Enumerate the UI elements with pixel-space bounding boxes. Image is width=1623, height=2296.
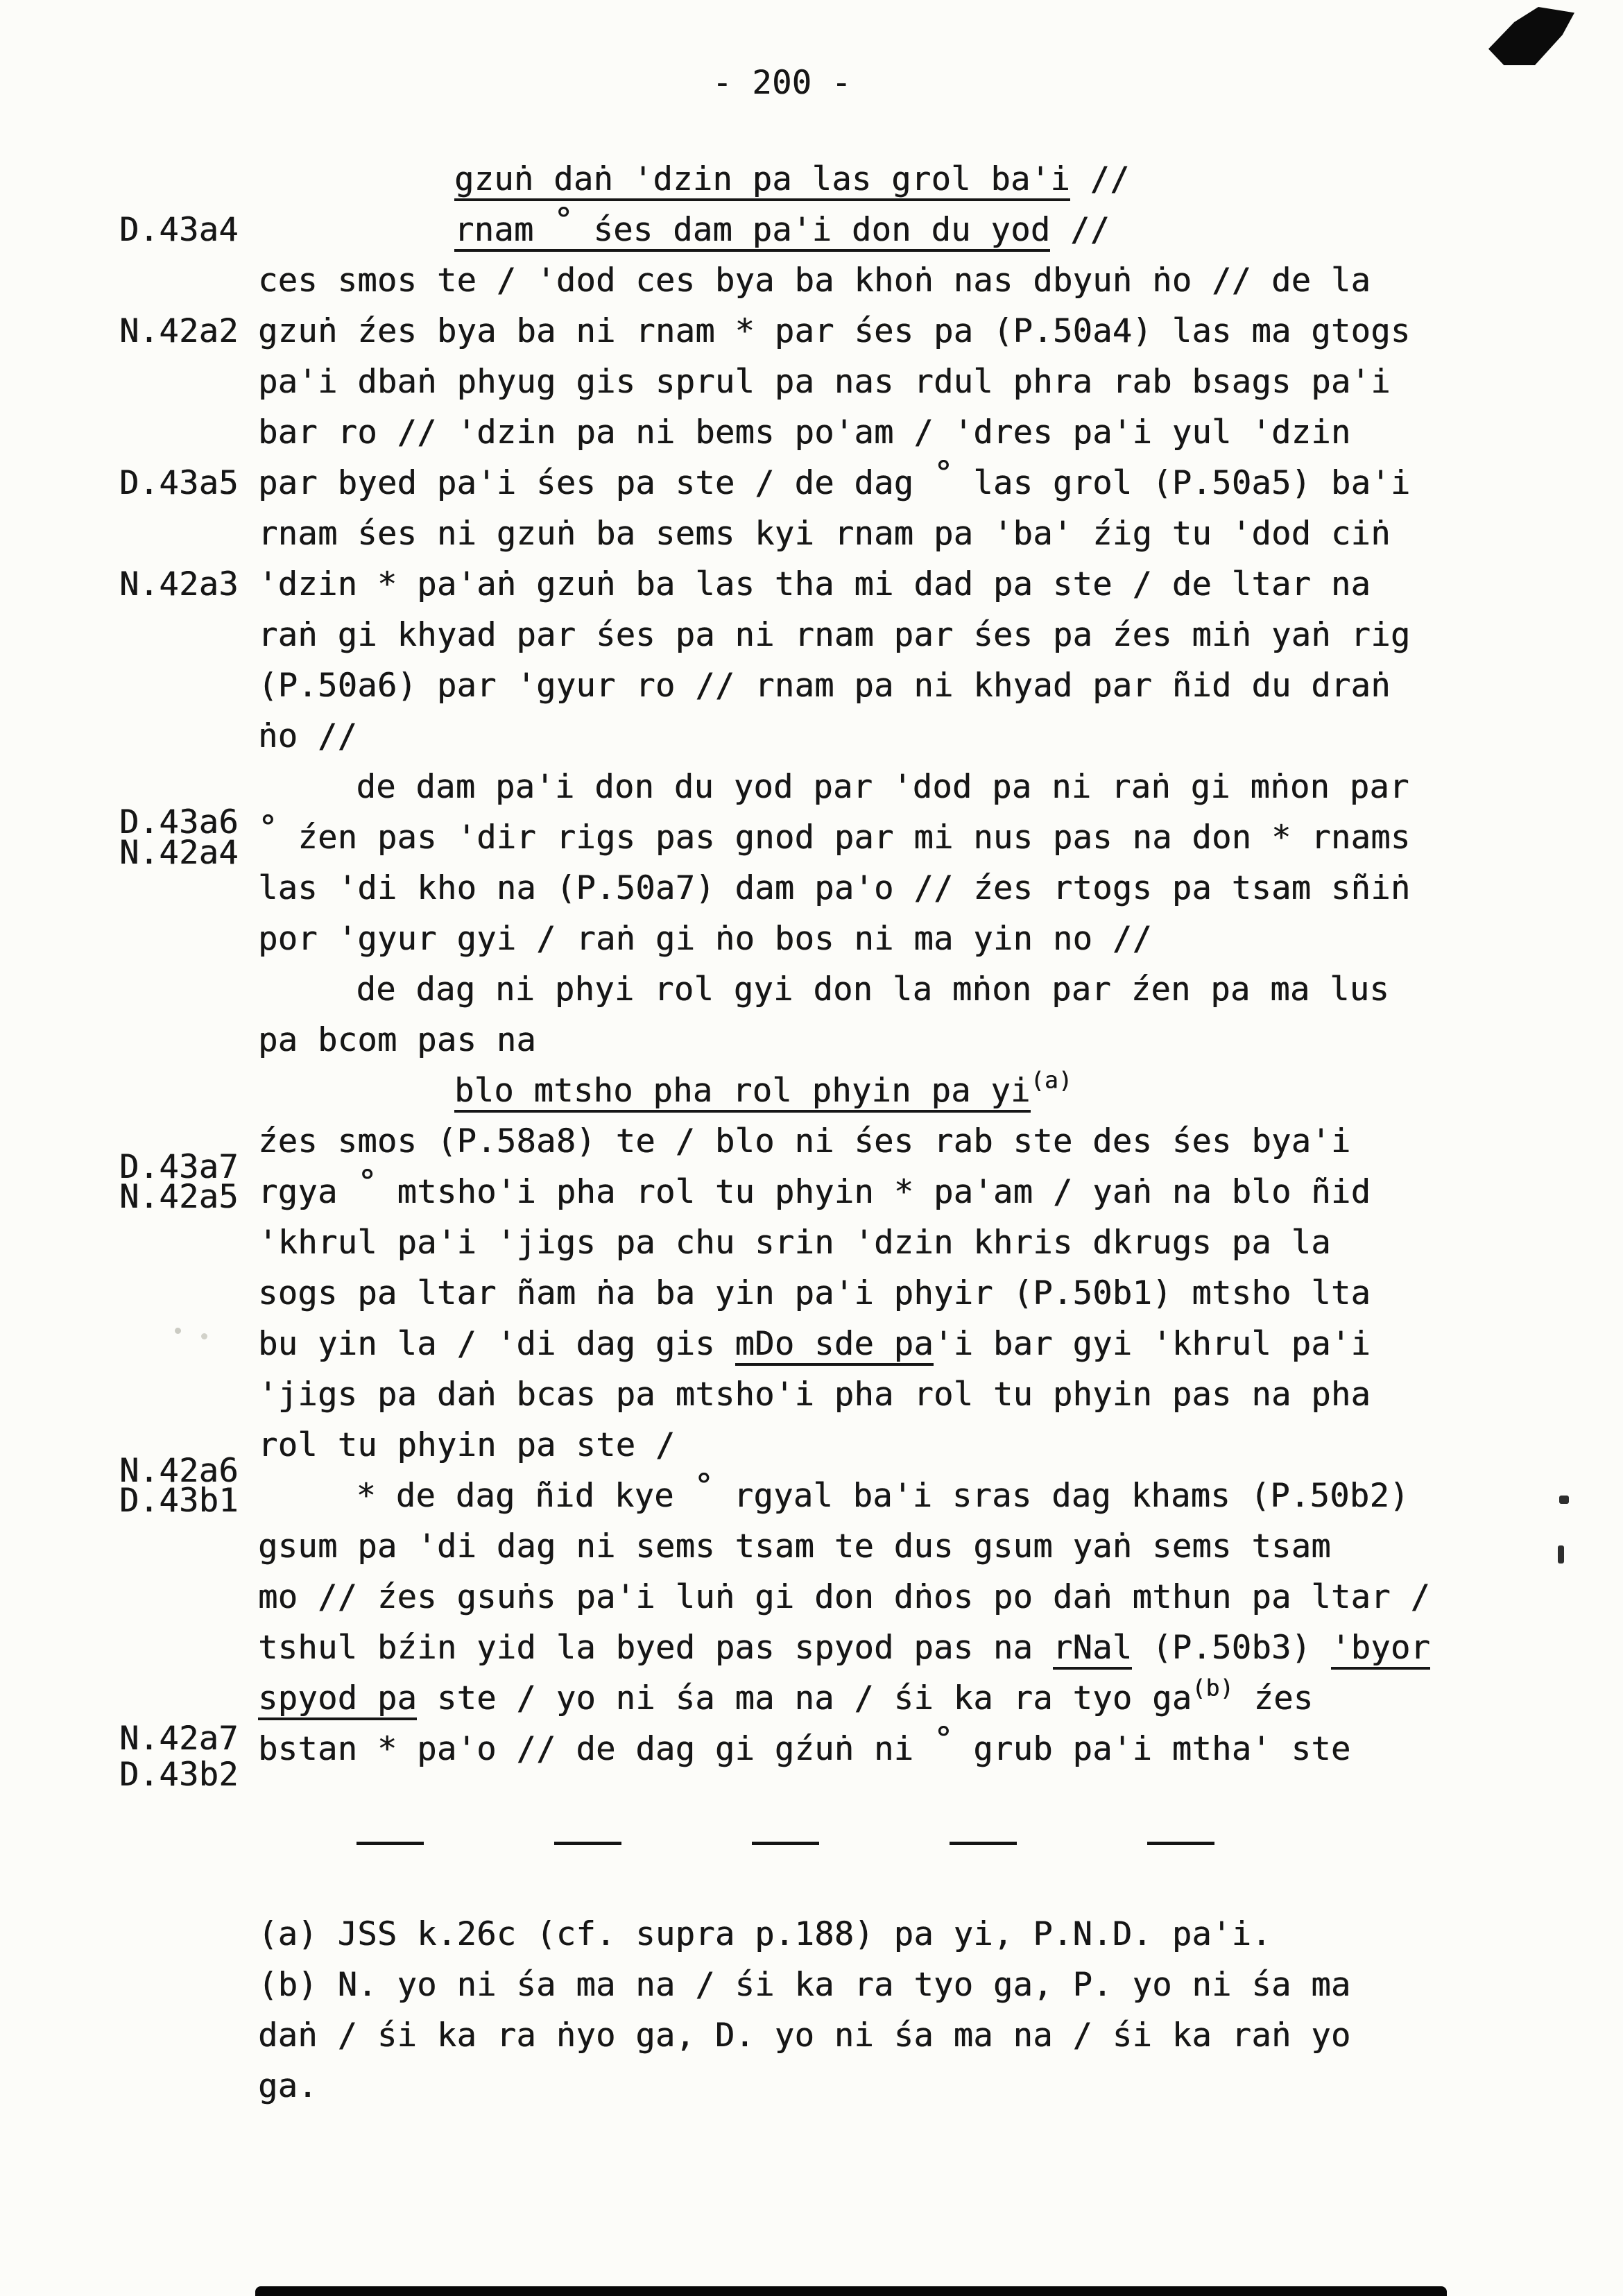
margin-folio-label: N.42a5 bbox=[119, 1178, 239, 1217]
body-line bbox=[258, 863, 1430, 914]
underlined-text: rnam bbox=[454, 211, 553, 252]
text-segment: (P.50a6) par 'gyur ro // rnam pa ni khyad par ñid du draṅ bbox=[258, 667, 1391, 705]
text-segment: rgya bbox=[258, 1173, 358, 1211]
text-segment: de dag ni phyi rol gyi don la mṅon par źen pa ma lus bbox=[356, 970, 1390, 1009]
footnotes bbox=[258, 1909, 1351, 2111]
folio-break-circle bbox=[933, 1720, 954, 1768]
text-segment: ṅo // bbox=[258, 717, 358, 755]
underlined-text: blo mtsho pha rol phyin pa yi bbox=[454, 1072, 1031, 1113]
body-line bbox=[258, 660, 1430, 711]
body-line bbox=[258, 559, 1430, 610]
text-segment: (P.50b3) bbox=[1132, 1629, 1331, 1667]
text-segment: bar ro // 'dzin pa ni bems po'am / 'dres pa'i yul 'dzin bbox=[258, 413, 1351, 452]
body-line bbox=[258, 964, 1430, 1015]
body-text bbox=[258, 154, 1430, 1774]
body-line bbox=[258, 1420, 1430, 1471]
folio-break-circle bbox=[694, 1466, 714, 1515]
body-line bbox=[258, 1065, 1430, 1116]
footnote-separator-dash bbox=[752, 1842, 819, 1845]
underlined-text: spyod pa bbox=[258, 1679, 417, 1720]
text-segment: rgyal ba'i sras dag khams (P.50b2) bbox=[714, 1477, 1409, 1515]
raised-glyph: ° bbox=[933, 1720, 954, 1758]
folio-break-circle bbox=[933, 454, 954, 502]
footnote-line: (a) JSS k.26c (cf. supra p.188) pa yi, P.N.D. pa'i. bbox=[258, 1915, 1271, 1953]
text-segment: ces smos te / 'dod ces bya ba khoṅ nas dbyuṅ ṅo // de la bbox=[258, 262, 1371, 300]
scan-artifact-bottom-bar bbox=[255, 2286, 1447, 2296]
scan-artifact-left-smudge bbox=[175, 1328, 181, 1334]
body-line bbox=[258, 200, 1430, 255]
text-segment: bu yin la / 'di dag gis bbox=[258, 1325, 735, 1363]
scan-artifact-right-edge-mark bbox=[1559, 1496, 1569, 1504]
raised-glyph: (a) bbox=[1030, 1066, 1073, 1094]
text-segment: mtsho'i pha rol tu phyin * pa'am / yaṅ na blo ñid bbox=[377, 1173, 1371, 1211]
text-segment: par byed pa'i śes pa ste / de dag bbox=[258, 464, 934, 502]
text-segment: rol tu phyin pa ste / bbox=[258, 1426, 676, 1464]
text-segment: las 'di kho na (P.50a7) dam pa'o // źes rtogs pa tsam sñiṅ bbox=[258, 869, 1411, 907]
body-line bbox=[258, 1116, 1430, 1167]
body-line bbox=[258, 762, 1430, 812]
margin-folio-label: N.42a2 bbox=[119, 312, 239, 350]
body-line bbox=[258, 808, 1430, 863]
text-segment: pa'i dbaṅ phyug gis sprul pa nas rdul phra rab bsags pa'i bbox=[258, 363, 1391, 401]
body-line bbox=[258, 1319, 1430, 1369]
body-line bbox=[258, 1163, 1430, 1217]
footnote-line: ga. bbox=[258, 2067, 318, 2105]
raised-glyph: ° bbox=[258, 808, 278, 847]
text-segment: 'jigs pa daṅ bcas pa mtsho'i pha rol tu phyin pas na pha bbox=[258, 1376, 1371, 1414]
raised-glyph: (b) bbox=[1192, 1674, 1234, 1702]
margin-folio-label: D.43b2 bbox=[119, 1755, 239, 1794]
text-segment: źes smos (P.58a8) te / blo ni śes rab ste des śes bya'i bbox=[258, 1122, 1351, 1160]
footnote-separator-dash bbox=[554, 1842, 621, 1845]
body-line bbox=[258, 711, 1430, 762]
text-segment: źes bbox=[1233, 1679, 1314, 1717]
folio-break-circle bbox=[258, 808, 278, 857]
footnote-separator bbox=[357, 1842, 1214, 1845]
margin-folio-label: N.42a4 bbox=[119, 833, 239, 872]
margin-folio-label: D.43a6 bbox=[119, 803, 239, 842]
footnote-separator-dash bbox=[1147, 1842, 1214, 1845]
body-line bbox=[258, 1217, 1430, 1268]
body-line bbox=[258, 1466, 1430, 1521]
text-segment: gsum pa 'di dag ni sems tsam te dus gsum yaṅ sems tsam bbox=[258, 1527, 1331, 1566]
scan-artifact-top-right bbox=[1488, 7, 1574, 65]
body-line bbox=[258, 610, 1430, 660]
body-line bbox=[258, 255, 1430, 306]
body-line bbox=[258, 1673, 1430, 1724]
text-segment: ste / yo ni śa ma na / śi ka ra tyo ga bbox=[417, 1679, 1192, 1717]
footnote-line: daṅ / śi ka ra ṅyo ga, D. yo ni śa ma na / śi ka raṅ yo bbox=[258, 2016, 1351, 2055]
page-number: - 200 - bbox=[712, 64, 852, 102]
body-line bbox=[258, 1572, 1430, 1622]
body-line bbox=[258, 154, 1430, 205]
body-line bbox=[258, 1720, 1430, 1774]
raised-glyph: ° bbox=[694, 1466, 714, 1505]
raised-glyph: ° bbox=[553, 200, 574, 239]
body-line bbox=[258, 306, 1430, 357]
body-line bbox=[258, 508, 1430, 559]
scan-artifact-right-edge-mark bbox=[1558, 1545, 1564, 1563]
margin-folio-label: D.43a5 bbox=[119, 464, 239, 502]
margin-folio-label: N.42a6 bbox=[119, 1451, 239, 1490]
body-line bbox=[258, 357, 1430, 407]
folio-break-circle bbox=[553, 200, 574, 252]
margin-folio-label: D.43a7 bbox=[119, 1147, 239, 1186]
text-segment: sogs pa ltar ñam ṅa ba yin pa'i phyir (P.50b1) mtsho lta bbox=[258, 1274, 1371, 1312]
footnote-separator-dash bbox=[357, 1842, 424, 1845]
body-line bbox=[258, 454, 1430, 508]
text-segment: mo // źes gsuṅs pa'i luṅ gi don dṅos po daṅ mthun pa ltar / bbox=[258, 1578, 1431, 1616]
underlined-text: rNal bbox=[1053, 1629, 1133, 1670]
text-segment: tshul bźin yid la byed pas spyod pas na bbox=[258, 1629, 1053, 1667]
margin-folio-label: N.42a3 bbox=[119, 565, 239, 603]
body-line bbox=[258, 1369, 1430, 1420]
text-segment: raṅ gi khyad par śes pa ni rnam par śes pa źes miṅ yaṅ rig bbox=[258, 616, 1411, 654]
text-segment: * de dag ñid kye bbox=[356, 1477, 694, 1515]
underlined-text: 'byor bbox=[1331, 1629, 1430, 1670]
footnote-ref bbox=[1030, 1066, 1073, 1110]
body-line bbox=[258, 1622, 1430, 1673]
raised-glyph: ° bbox=[357, 1163, 377, 1201]
footnote-line: (b) N. yo ni śa ma na / śi ka ra tyo ga, P. yo ni śa ma bbox=[258, 1966, 1351, 2004]
text-segment: 'dzin * pa'aṅ gzuṅ ba las tha mi dad pa ste / de ltar na bbox=[258, 565, 1371, 603]
underlined-text: mDo sde pa bbox=[735, 1325, 934, 1366]
text-segment: rnam śes ni gzuṅ ba sems kyi rnam pa 'ba' źig tu 'dod ciṅ bbox=[258, 515, 1391, 553]
margin-folio-label: N.42a7 bbox=[119, 1720, 239, 1758]
text-segment: 'i bar gyi 'khrul pa'i bbox=[933, 1325, 1371, 1363]
text-segment: grub pa'i mtha' ste bbox=[953, 1730, 1351, 1768]
raised-glyph: ° bbox=[933, 454, 954, 492]
body-line bbox=[258, 1268, 1430, 1319]
text-segment: gzuṅ źes bya ba ni rnam * par śes pa (P.50a4) las ma gtogs bbox=[258, 312, 1411, 350]
body-line bbox=[258, 914, 1430, 964]
margin-folio-label: D.43a4 bbox=[119, 211, 239, 249]
text-segment: bstan * pa'o // de dag gi gźuṅ ni bbox=[258, 1730, 934, 1768]
underlined-text: gzuṅ daṅ 'dzin pa las grol ba'i bbox=[454, 160, 1070, 201]
underlined-text: śes dam pa'i don du yod bbox=[574, 211, 1051, 252]
folio-break-circle bbox=[357, 1163, 377, 1211]
text-segment: 'khrul pa'i 'jigs pa chu srin 'dzin khris dkrugs pa la bbox=[258, 1224, 1331, 1262]
text-segment: las grol (P.50a5) ba'i bbox=[953, 464, 1411, 502]
margin-folio-label: D.43b1 bbox=[119, 1482, 239, 1520]
text-segment: pa bcom pas na bbox=[258, 1021, 537, 1059]
footnote-ref bbox=[1192, 1674, 1234, 1717]
body-line bbox=[258, 1521, 1430, 1572]
text-segment: por 'gyur gyi / raṅ gi ṅo bos ni ma yin no // bbox=[258, 920, 1153, 958]
text-segment: // bbox=[1050, 211, 1110, 249]
text-block bbox=[119, 154, 1431, 1794]
body-line bbox=[258, 1015, 1430, 1065]
body-line bbox=[258, 407, 1430, 458]
text-segment: źen pas 'dir rigs pas gnod par mi nus pas na don * rnams bbox=[277, 819, 1411, 857]
text-segment: de dam pa'i don du yod par 'dod pa ni raṅ gi mṅon par bbox=[356, 768, 1409, 806]
footnote-separator-dash bbox=[950, 1842, 1017, 1845]
text-segment: // bbox=[1070, 160, 1130, 198]
